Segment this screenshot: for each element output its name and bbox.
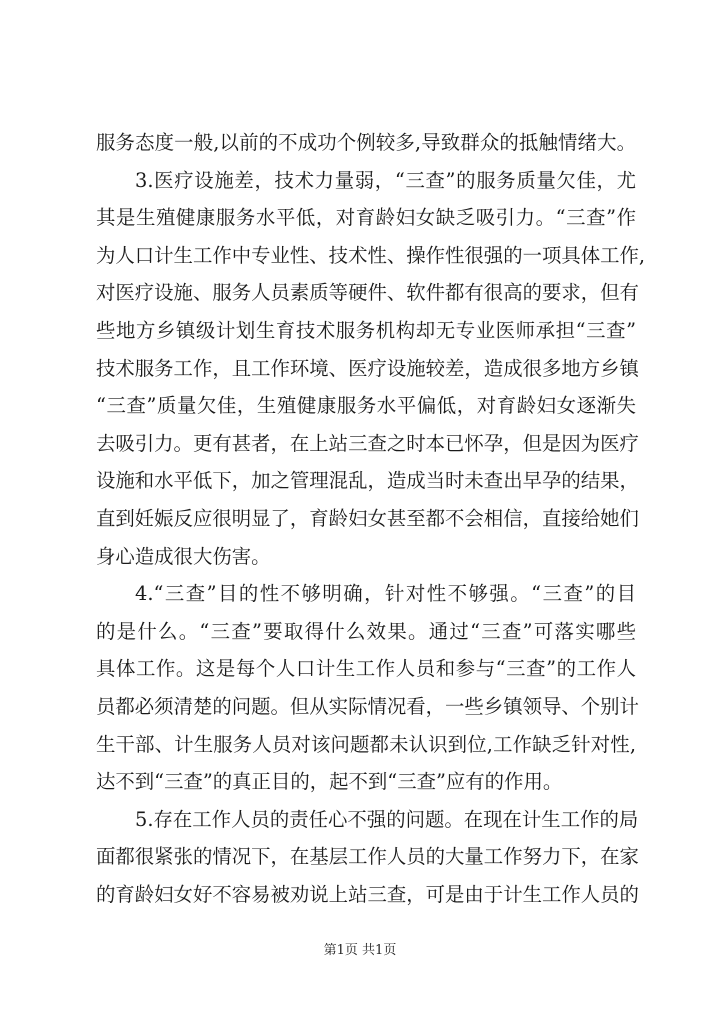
text-line: 3.医疗设施差，技术力量弱，“三查”的服务质量欠佳，尤 bbox=[135, 168, 636, 192]
text-line: 去吸引力。更有甚者，在上站三查之时本已怀孕，但是因为医疗 bbox=[96, 431, 639, 455]
text-line: 面都很紧张的情况下，在基层工作人员的大量工作努力下，在家 bbox=[96, 845, 639, 869]
text-line: 员都必须清楚的问题。但从实际情况看，一些乡镇领导、个别计 bbox=[96, 694, 639, 718]
text-line: 具体工作。这是每个人口计生工作人员和参与“三查”的工作人 bbox=[96, 657, 636, 681]
document-body bbox=[96, 124, 646, 913]
text-line: 服务态度一般,以前的不成功个例较多,导致群众的抵触情绪大。 bbox=[96, 131, 636, 154]
text-line: 为人口计生工作中专业性、技术性、操作性很强的一项具体工作, bbox=[96, 243, 646, 267]
text-line: 生干部、计生服务人员对该问题都未认识到位,工作缺乏针对性, bbox=[96, 732, 636, 756]
text-line: 的育龄妇女好不容易被劝说上站三查，可是由于计生工作人员的 bbox=[96, 882, 639, 906]
text-line: 的是什么。“三查”要取得什么效果。通过“三查”可落实哪些 bbox=[96, 619, 636, 643]
text-line: 直到妊娠反应很明显了，育龄妇女甚至都不会相信，直接给她们 bbox=[96, 506, 639, 530]
text-line: 5.存在工作人员的责任心不强的问题。在现在计生工作的局 bbox=[135, 807, 639, 831]
text-line: 4.“三查”目的性不够明确，针对性不够强。“三查”的目 bbox=[135, 582, 636, 606]
text-line: 对医疗设施、服务人员素质等硬件、软件都有很高的要求，但有 bbox=[96, 281, 639, 305]
text-line: 达不到“三查”的真正目的，起不到“三查”应有的作用。 bbox=[96, 770, 563, 794]
page-footer: 第1页 共1页 bbox=[323, 943, 397, 958]
text-line: 身心造成很大伤害。 bbox=[96, 544, 271, 568]
text-line: 技术服务工作，且工作环境、医疗设施较差，造成很多地方乡镇 bbox=[96, 356, 639, 380]
text-line: 其是生殖健康服务水平低，对育龄妇女缺乏吸引力。“三查”作 bbox=[96, 206, 636, 230]
text-line: 些地方乡镇级计划生育技术服务机构却无专业医师承担“三查” bbox=[96, 318, 636, 342]
text-line: 设施和水平低下，加之管理混乱，造成当时未查出早孕的结果， bbox=[96, 469, 639, 493]
text-line: “三查”质量欠佳，生殖健康服务水平偏低，对育龄妇女逐渐失 bbox=[96, 394, 636, 418]
